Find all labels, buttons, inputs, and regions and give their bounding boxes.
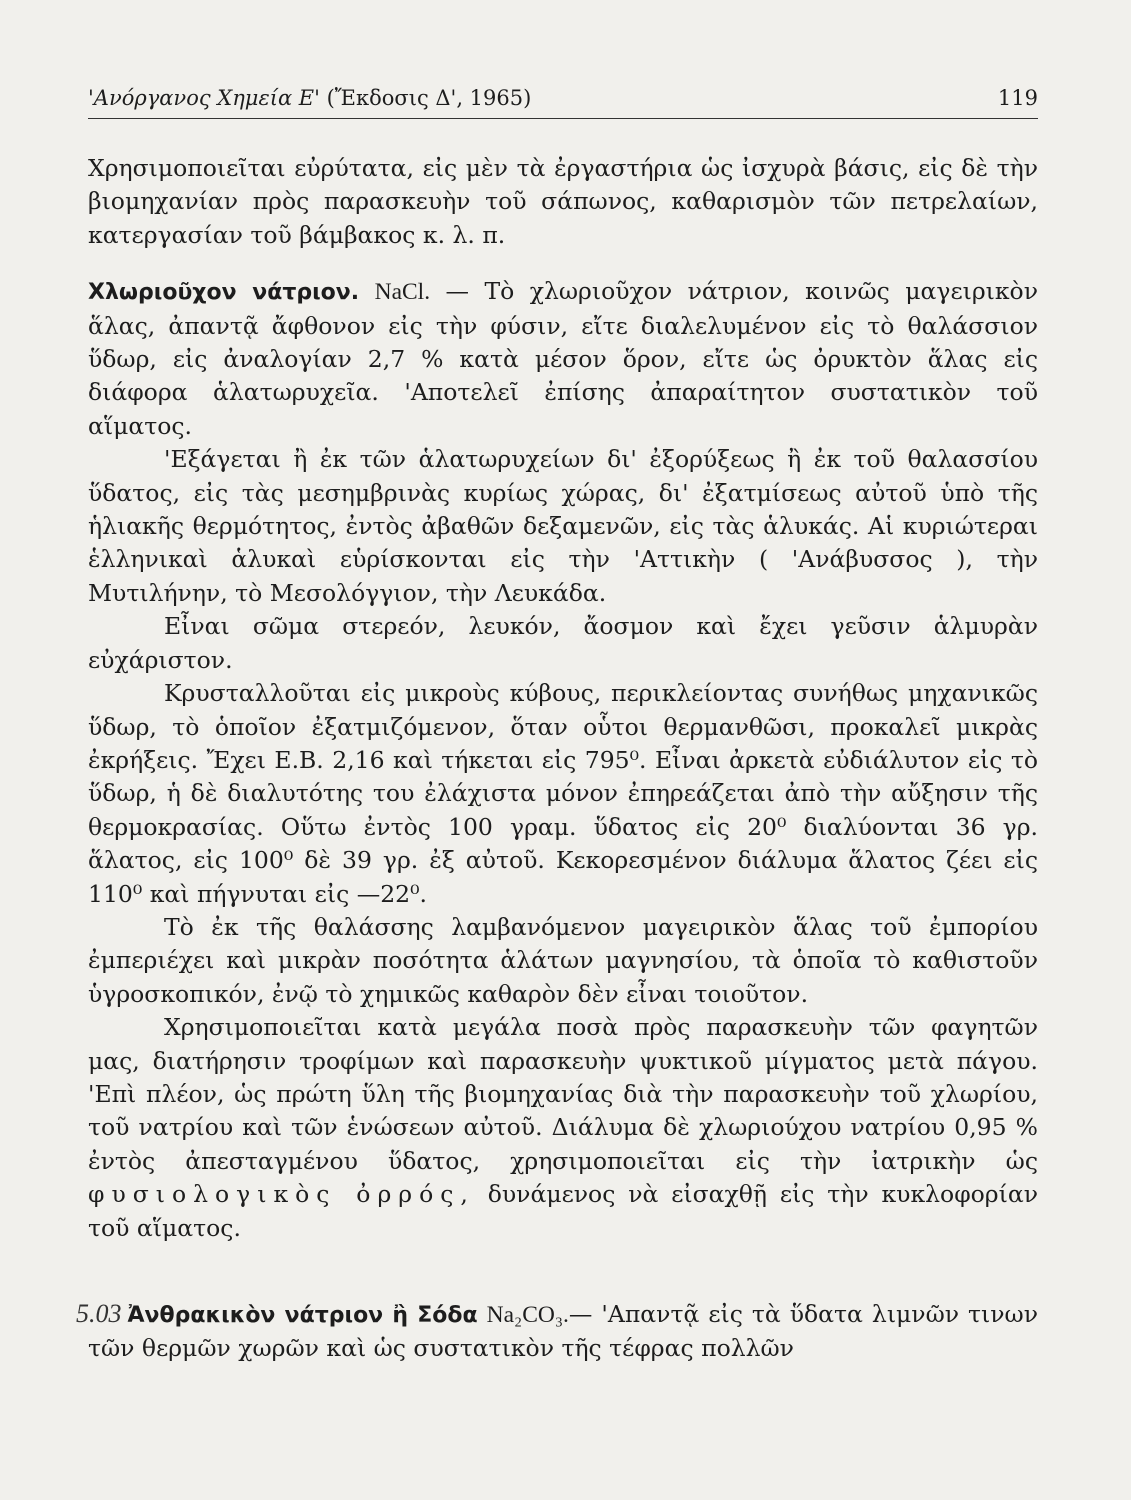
- nacl-formula: NaCl.: [374, 279, 431, 306]
- paragraph-naoh-uses: Χρησιμοποιεῖται εὐρύτατα, εἰς μὲν τὰ ἐργαστήρια ὡς ἰσχυρὰ βάσις, εἰς δὲ τὴν βιομηχανίαν πρὸς παρασκευὴν τοῦ σάπωνος, καθαρισμὸν τῶν πετρελαίων, κατεργασίαν τοῦ βάμβακος κ. λ. π.: [88, 154, 1038, 249]
- running-header: [88, 82, 1038, 119]
- edition-info: (Ἔκδοσις Δ', 1965): [326, 86, 532, 110]
- paragraph-properties: Εἶναι σῶμα στερεόν, λευκόν, ἄοσμον καὶ ἔχει γεῦσιν ἁλμυρὰν εὐχάριστον.: [88, 612, 1038, 674]
- paragraph-crystallization: Κρυσταλλοῦται εἰς μικροὺς κύβους, περικλείοντας συνήθως μηχανικῶς ὕδωρ, τὸ ὁποῖον ἐξατμιζόμενον, ὅταν οὗτοι θερμανθῶσι, προκαλεῖ μικρὰς ἐκρήξεις. Ἔχει Ε.Β. 2,16 καὶ τήκεται εἰς 795⁰. Εἶναι ἀρκετὰ εὐδιάλυτον εἰς τὸ ὕδωρ, ἡ δὲ διαλυτότης του ἐλάχιστα μόνον ἐπηρεάζεται ἀπὸ τὴν αὔξησιν τῆς θερμοκρασίας. Οὕτω ἐντὸς 100 γραμ. ὕδατος εἰς 20⁰ διαλύονται 36 γρ. ἅλατος, εἰς 100⁰ δὲ 39 γρ. ἐξ αὐτοῦ. Κεκορεσμένον διάλυμα ἅλατος ζέει εἰς 110⁰ καὶ πήγνυται εἰς —22⁰.: [88, 679, 1038, 908]
- page-number: 119: [997, 86, 1038, 110]
- nacl-intro-text: — Τὸ χλωριοῦχον νάτριον, κοινῶς μαγειρικὸν ἅλας, ἀπαντᾷ ἄφθονον εἰς τὴν φύσιν, εἴτε διαλελυμένον εἰς τὸ θαλάσσιον ὕδωρ, εἰς ἀναλογίαν 2,7 % κατὰ μέσον ὅρον, εἴτε ὡς ὀρυκτὸν ἅλας εἰς διάφορα ἁλατωρυχεῖα. 'Αποτελεῖ ἐπίσης ἀπαραίτητον συστατικὸν τοῦ αἵματος.: [88, 277, 1038, 440]
- book-title: 'Ανόργανος Χημεία Ε': [88, 86, 320, 110]
- paragraph-extraction: 'Εξάγεται ἢ ἐκ τῶν ἁλατωρυχείων δι' ἐξορύξεως ἢ ἐκ τοῦ θαλασσίου ὕδατος, εἰς τὰς μεσημβρινὰς κυρίως χώρας, δι' ἐξατμίσεως αὐτοῦ ὑπὸ τῆς ἡλιακῆς θερμότητος, ἐντὸς ἀβαθῶν δεξαμενῶν, εἰς τὰς ἁλυκάς. Αἱ κυριώτεραι ἑλληνικαὶ ἁλυκαὶ εὑρίσκονται εἰς τὴν 'Αττικὴν ( 'Ανάβυσσος ), τὴν Μυτιλήνην, τὸ Μεσολόγγιον, τὴν Λευκάδα.: [88, 445, 1038, 607]
- paragraph-nacl-uses: [88, 1011, 1038, 1245]
- running-title: [88, 86, 531, 110]
- spaced-emphasis: φυσιολογικὸς ὀρρός,: [88, 1180, 475, 1209]
- soda-formula: Na₂CO₃.: [486, 1302, 569, 1328]
- section-heading-nacl: Χλωριοῦχον νάτριον.: [88, 280, 360, 306]
- nacl-uses-text: Χρησιμοποιεῖται κατὰ μεγάλα ποσὰ πρὸς παρασκευὴν τῶν φαγητῶν μας, διατήρησιν τροφίμων καὶ παρασκευὴν ψυκτικοῦ μίγματος μετὰ πάγου. 'Επὶ πλέον, ὡς πρώτη ὕλη τῆς βιομηχανίας διὰ τὴν παρασκευὴν τοῦ χλωρίου, τοῦ νατρίου καὶ τῶν ἑνώσεων αὐτοῦ. Διάλυμα δὲ χλωριούχου νατρίου 0,95 % ἐντὸς ἀπεσταγμένου ὕδατος, χρησιμοποιεῖται εἰς τὴν ἰατρικὴν ὡς: [88, 1013, 1038, 1175]
- section-soda: [76, 1297, 1038, 1366]
- book-page: [76, 0, 1038, 1500]
- nacl-uses-text-end: δυνάμενος νὰ εἰσαχθῇ εἰς τὴν κυκλοφορίαν τοῦ αἵματος.: [88, 1180, 1038, 1242]
- soda-intro-text: — 'Απαντᾷ εἰς τὰ ὕδατα λιμνῶν τινων τῶν θερμῶν χωρῶν καὶ ὡς συστατικὸν τῆς τέφρας πολλῶν: [88, 1300, 1038, 1363]
- page-body: [76, 152, 1038, 1366]
- section-heading-soda: Ἀνθρακικὸν νάτριον ἢ Σόδα: [127, 1303, 478, 1328]
- section-nacl: [88, 275, 1038, 443]
- paragraph-commercial-salt: Τὸ ἐκ τῆς θαλάσσης λαμβανόμενον μαγειρικὸν ἅλας τοῦ ἐμπορίου ἐμπεριέχει καὶ μικρὰν ποσότητα ἁλάτων μαγνησίου, τὰ ὁποῖα τὸ καθιστοῦν ὑγροσκοπικόν, ἐνῷ τὸ χημικῶς καθαρὸν δὲν εἶναι τοιοῦτον.: [88, 912, 1038, 1008]
- handwritten-margin-note: 5.03: [76, 1299, 122, 1328]
